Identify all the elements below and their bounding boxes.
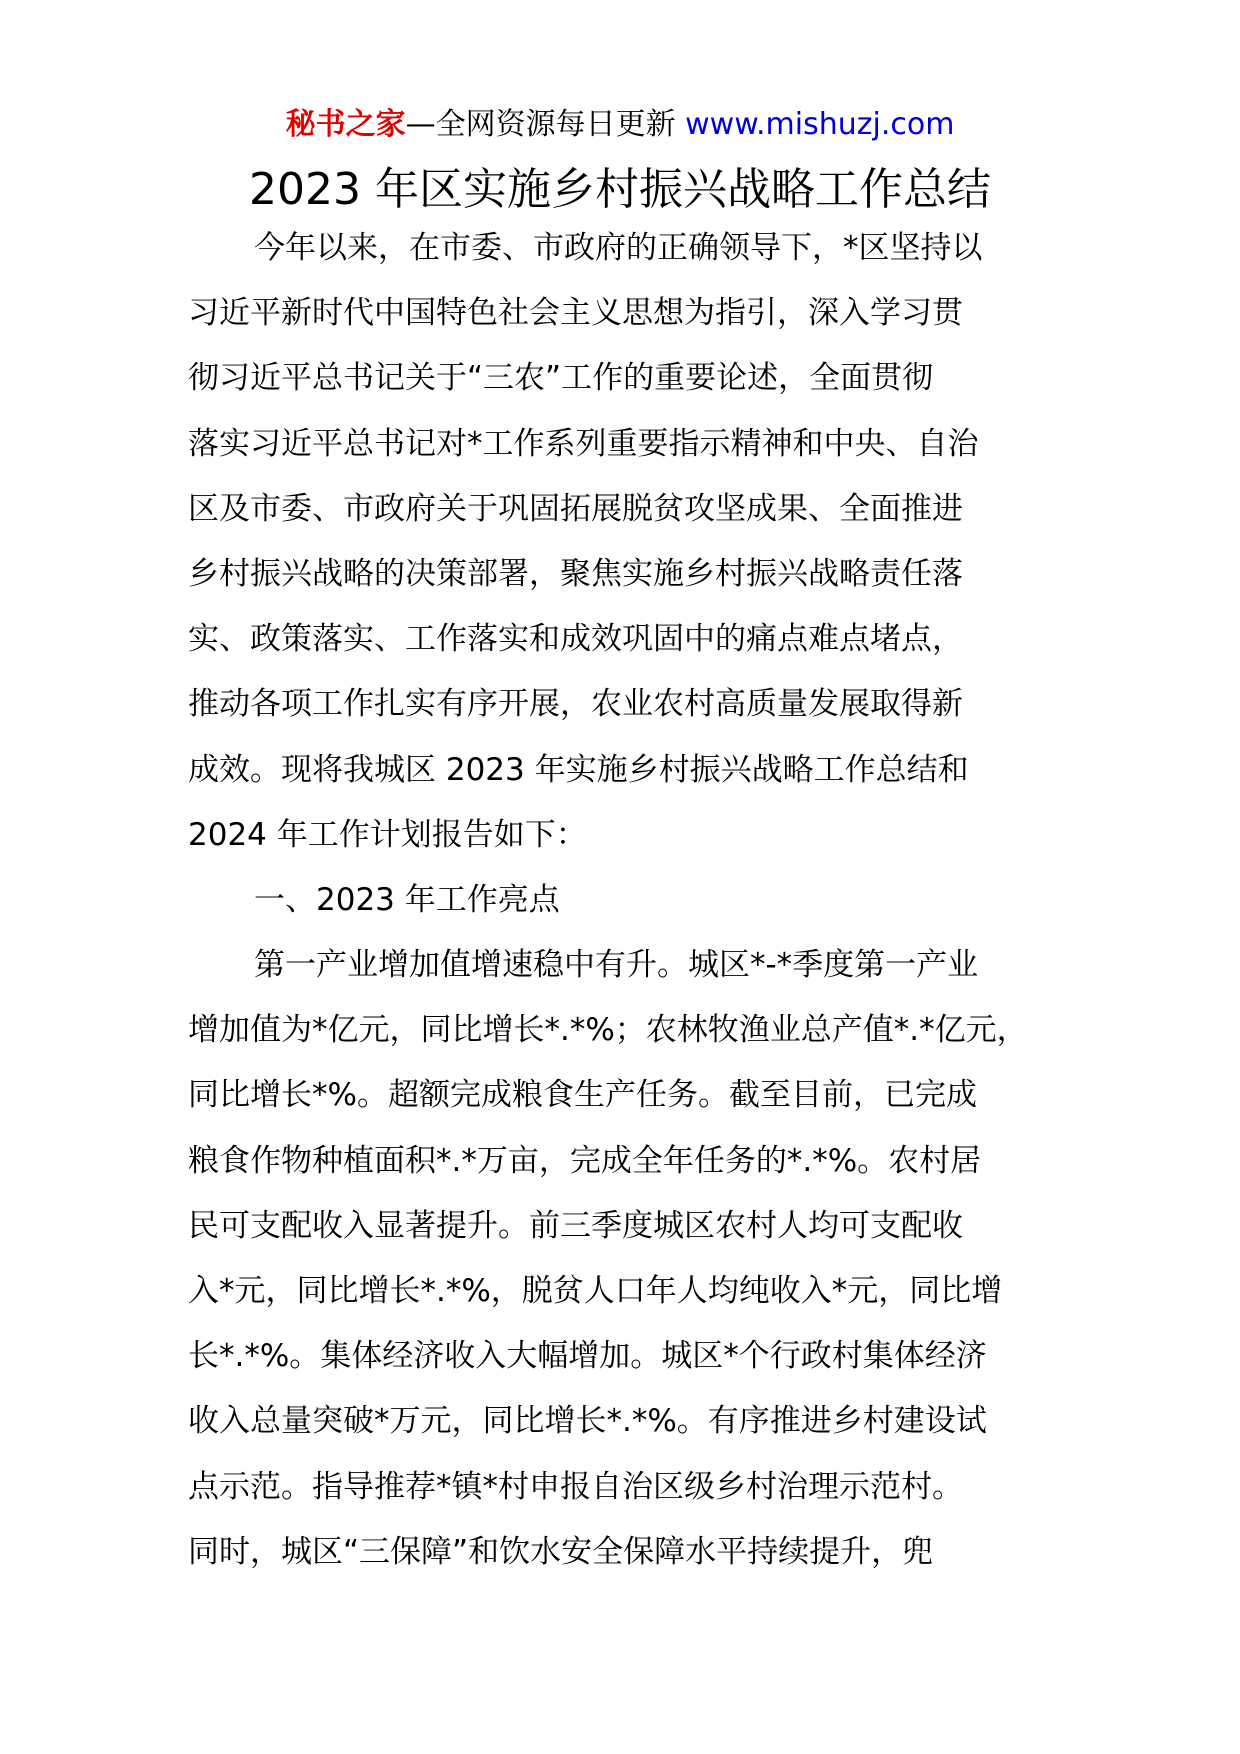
brand-name: 秘书之家 <box>285 107 406 142</box>
text-line: 入*元，同比增长*.*%，脱贫人口年人均纯收入*元，同比增 <box>188 1273 1003 1309</box>
text-line: 区及市委、市政府关于巩固拓展脱贫攻坚成果、全面推进 <box>188 490 963 527</box>
section-heading: 一、2023 年工作亮点 <box>254 881 560 918</box>
document-body <box>188 228 1088 1597</box>
text-line: 长*.*%。集体经济收入大幅增加。城区*个行政村集体经济 <box>188 1338 987 1375</box>
text-line: 点示范。指导推荐*镇*村申报自治区级乡村治理示范村。 <box>188 1468 963 1505</box>
text-line: 民可支配收入显著提升。前三季度城区农村人均可支配收 <box>188 1207 963 1244</box>
text-line: 粮食作物种植面积*.*万亩，完成全年任务的*.*%。农村居 <box>188 1142 982 1179</box>
text-line: 推动各项工作扎实有序开展，农业农村高质量发展取得新 <box>188 686 963 723</box>
text-line: 今年以来，在市委、市政府的正确领导下，*区坚持以 <box>254 230 983 266</box>
text-line: 增加值为*亿元，同比增长*.*%；农林牧渔业总产值*.*亿元， <box>188 1012 1028 1049</box>
text-line: 乡村振兴战略的决策部署，聚焦实施乡村振兴战略责任落 <box>188 555 963 592</box>
site-header <box>0 100 1240 150</box>
text-line: 同时，城区“三保障”和饮水安全保障水平持续提升，兜 <box>188 1533 934 1570</box>
text-line: 落实习近平总书记对*工作系列重要指示精神和中央、自治 <box>188 425 979 462</box>
text-line: 第一产业增加值增速稳中有升。城区*-*季度第一产业 <box>254 947 979 984</box>
text-line: 收入总量突破*万元，同比增长*.*%。有序推进乡村建设试 <box>188 1403 987 1440</box>
document-title: 2023 年区实施乡村振兴战略工作总结 <box>249 164 991 215</box>
text-line: 成效。现将我城区 2023 年实施乡村振兴战略工作总结和 <box>188 751 969 788</box>
text-line: 实、政策落实、工作落实和成效巩固中的痛点难点堵点， <box>188 621 963 658</box>
site-slogan: —全网资源每日更新 <box>405 107 686 142</box>
site-url-link[interactable]: www.mishuzj.com <box>685 107 955 142</box>
text-line: 彻习近平总书记关于“三农”工作的重要论述，全面贯彻 <box>188 360 934 397</box>
text-line: 2024 年工作计划报告如下： <box>188 816 587 853</box>
text-line: 习近平新时代中国特色社会主义思想为指引，深入学习贯 <box>188 295 963 332</box>
text-line: 同比增长*%。超额完成粮食生产任务。截至目前，已完成 <box>188 1077 977 1114</box>
